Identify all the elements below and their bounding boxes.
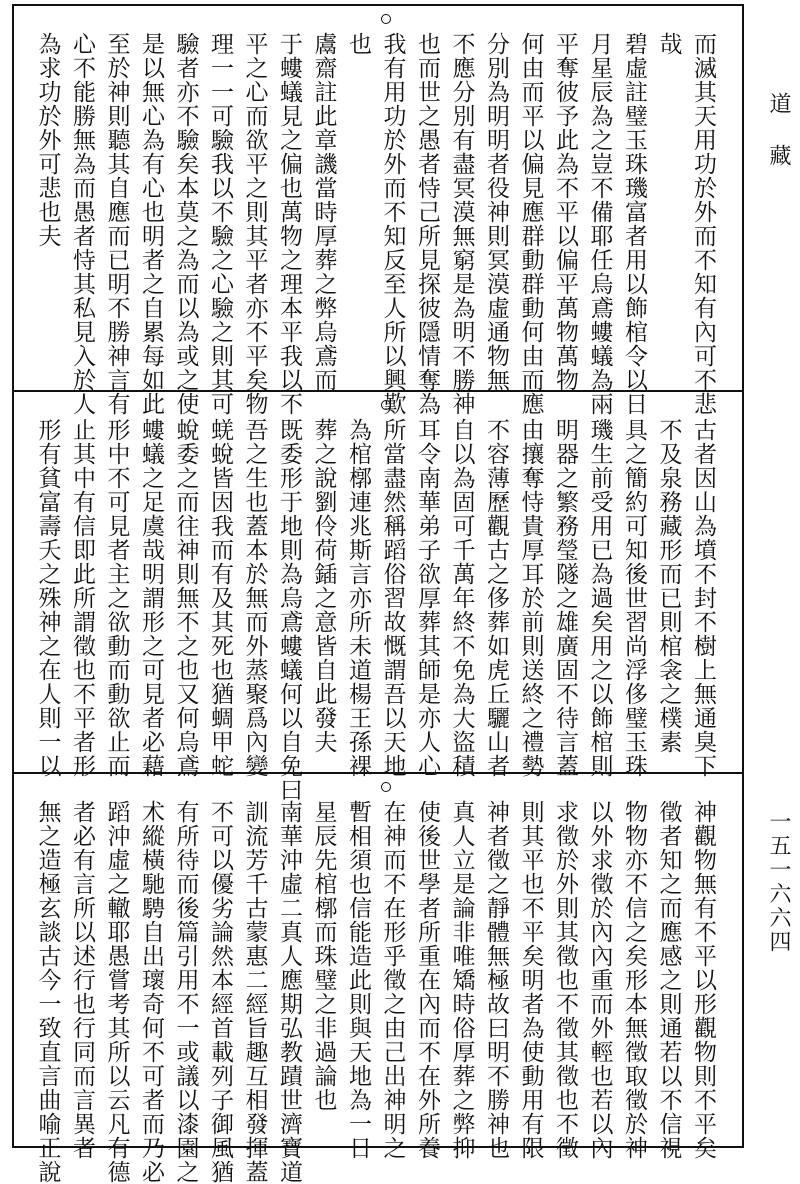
text-column: 何由而平以偏見應群動群動何由而應 <box>517 32 544 416</box>
text-column: 鬳齋註此章譏當時厚葬之弊烏鳶而 <box>310 32 337 392</box>
text-column: 分別為明明者役神則冥漠虛通物無 <box>483 32 509 392</box>
text-column: 而滅其天用功於外而不知有內可不悲 <box>690 32 716 416</box>
text-column: 以外求徵於內內重而外輕也若以內 <box>586 800 613 1160</box>
text-column: 所當盡然稱蹈俗習故慨謂吾以天地 <box>379 418 406 778</box>
text-column: 形有貧富壽夭之殊神之在人則一以 <box>34 418 61 778</box>
text-column: 為求功於外可悲也夫 <box>34 32 61 248</box>
text-column: 者必有言所以述行也行同而言異者 <box>69 800 95 1160</box>
text-column: 暫相須也信能造此則與天地為一日 <box>345 800 371 1160</box>
text-column: 止其中有信即此所謂徵也不平者形 <box>69 418 95 778</box>
text-column: 星辰先棺槨而珠璧之非過論也 <box>310 800 337 1112</box>
text-column: 碧虛註璧玉珠璣富者用以飾棺令以日 <box>621 32 647 416</box>
text-column: 不及泉務藏形而已則棺衾之樸素 <box>655 418 682 754</box>
text-column: 我有用功於外而不知反至人所以興歎 <box>379 32 406 416</box>
text-column: 有所待而後篇引用不一或議以漆園之 <box>172 800 199 1184</box>
panel-middle <box>14 390 742 802</box>
text-column: 古者因山為墳不封不樹上無通臭下 <box>690 418 716 778</box>
text-column: 平之心而欲平之則其平者亦不平矣物 <box>241 32 268 416</box>
text-column: 蛻委之而往神則無不之也又何烏鳶 <box>172 418 199 778</box>
circle-mark-icon <box>381 782 391 792</box>
text-column: 也 <box>345 32 371 56</box>
text-column: 葬之說劉伶荷鍤之意皆自此發夫 <box>310 418 337 754</box>
text-column: 徵者知之而應感之則通若以不信視 <box>655 800 682 1160</box>
text-column: 术縱橫馳騁自出瓌奇何不可者而乃必 <box>138 800 164 1184</box>
page-number: 一五一六六四 <box>766 810 791 954</box>
text-column: 既委形于地則為烏鳶螻蟻何以自免曰 <box>276 418 302 802</box>
text-column: 至於神則聽其自應而已明不勝神言有 <box>103 32 130 416</box>
circle-mark-icon <box>381 400 391 410</box>
text-column: 是以無心為有心也明者之自累每如此 <box>138 32 164 416</box>
text-column: 哉 <box>655 32 682 56</box>
text-column: 驗者亦不驗矣本莫之為而以為或之使 <box>172 32 199 416</box>
text-column: 蹈沖虛之轍耶愚嘗考其所以云凡有德 <box>103 800 130 1184</box>
text-column: 不應分別有盡冥漠無窮是為明不勝神 <box>448 32 475 416</box>
text-column: 神者徵之靜體無極故曰明不勝神也 <box>483 800 509 1160</box>
text-column: 于螻蟻見之偏也萬物之理本平我以不 <box>276 32 302 416</box>
panel-bottom <box>14 772 742 1184</box>
text-column: 在神而不在形乎徵之由己出神明之 <box>379 800 406 1160</box>
panel-top <box>14 6 742 416</box>
text-column: 理一一可驗我以不驗之心驗之則其可 <box>207 32 233 416</box>
text-column: 真人立是論非唯矯時俗厚葬之弊抑 <box>448 800 475 1160</box>
text-column: 螻蟻之足虞哉明謂形之可見者必藉 <box>138 418 164 778</box>
text-column: 無之造極玄談古今一致直言曲喻正說 <box>34 800 61 1184</box>
text-column: 也而世之愚者恃己所見探彼隱情奪為 <box>414 32 440 416</box>
text-column: 心不能勝無為而愚者恃其私見入於人 <box>69 32 95 416</box>
text-column: 求徵於外則其徵也不徵其徵也不徵 <box>552 800 578 1160</box>
text-column: 具之簡約可知後世習尚浮侈璧玉珠 <box>621 418 647 778</box>
collection-title: 道藏 <box>766 92 791 196</box>
text-column: 璣生前受用已為過矣用之以飾棺則 <box>586 418 613 778</box>
text-column: 不容薄歷觀古之侈葬如虎丘驪山者 <box>483 418 509 778</box>
text-column: 不可以優劣論然本經首載列子御風猶 <box>207 800 233 1184</box>
text-column: 月星辰為之豈不備耶任烏鳶螻蟻為兩 <box>586 32 613 416</box>
text-column: 平奪彼予此為不平以偏平萬物萬物 <box>552 32 578 392</box>
text-column: 明器之繁務瑩隧之雄廣固不待言蓋 <box>552 418 578 778</box>
text-column: 則其平也不平矣明者為使動用有限 <box>517 800 544 1160</box>
text-column: 蜣蛻皆因我而有及其死也猶蜩甲蛇 <box>207 418 233 778</box>
page-frame <box>12 4 744 1184</box>
text-column: 耳令南華弟子欲厚葬其師是亦人心 <box>414 418 440 778</box>
text-column: 形中不可見者主之欲動而動欲止而 <box>103 418 130 778</box>
right-margin <box>758 0 798 1152</box>
text-column: 南華沖虛二真人應期弘教蹟世濟寶道 <box>276 800 302 1184</box>
text-column: 由攘奪恃貴厚耳於前則送終之禮勢 <box>517 418 544 778</box>
text-column: 使後世學者所重在內而不在外所養 <box>414 800 440 1160</box>
text-column: 物物亦不信之矣形本無徵取徵於神 <box>621 800 647 1160</box>
text-column: 訓流芳千古蒙惠二經旨趣互相發揮蓋 <box>241 800 268 1184</box>
circle-mark-icon <box>381 14 391 24</box>
text-column: 吾之生也蓋本於無而外蒸聚爲內變 <box>241 418 268 778</box>
text-column: 自以為固可千萬年終不免為大盜積 <box>448 418 475 778</box>
text-column: 為棺槨連兆斯言亦所未道楊王孫裸 <box>345 418 371 778</box>
text-column: 神觀物無有不平以形觀物則不平矣 <box>690 800 716 1160</box>
